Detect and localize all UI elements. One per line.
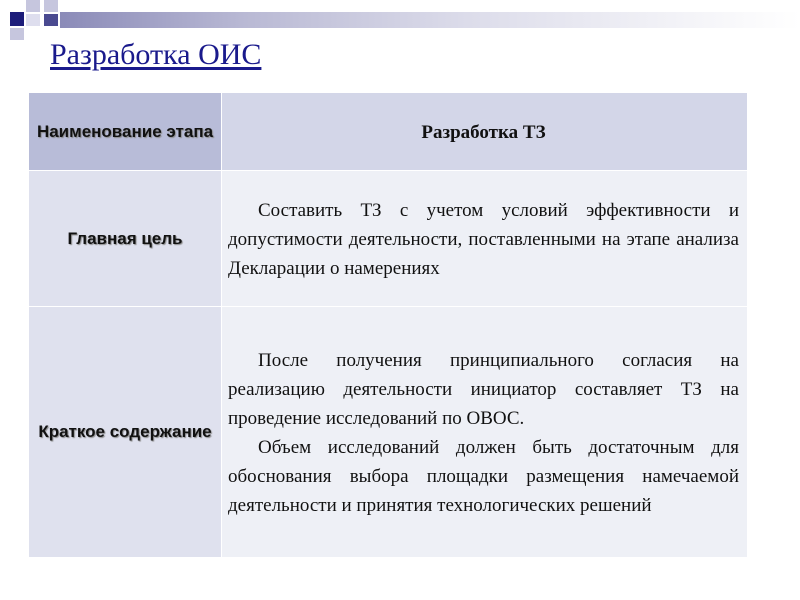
row-label-main-goal: Главная цель — [29, 171, 222, 307]
row-label-summary: Краткое содержание — [29, 307, 222, 558]
decorative-square — [44, 14, 58, 26]
paragraph: Объем исследований должен быть достаточным для обоснования выбора площадки размещения намечаемой деятельности и принятия технологических решений — [228, 436, 739, 516]
table-row — [29, 307, 748, 558]
decorative-square — [44, 0, 58, 12]
row-value-main-goal — [222, 171, 748, 307]
header-value-cell: Разработка ТЗ — [222, 93, 748, 171]
decorative-square — [26, 0, 40, 12]
table-row — [29, 171, 748, 307]
header-label-cell: Наименование этапа — [29, 93, 222, 171]
decorative-gradient-band — [60, 12, 800, 28]
table-header-row — [29, 93, 748, 171]
paragraph: После получения принципиального согласия на реализацию деятельности инициатор составляет ТЗ на проведение исследований по ОВОС. — [228, 349, 739, 429]
page-title: Разработка ОИС — [50, 38, 262, 71]
decorative-header-bar — [0, 0, 800, 28]
stage-table — [28, 92, 748, 558]
row-value-summary — [222, 307, 748, 558]
paragraph: Составить ТЗ с учетом условий эффективности и допустимости деятельности, поставленными на этапе анализа Декларации о намерениях — [228, 199, 739, 279]
decorative-square — [10, 28, 24, 40]
decorative-square — [26, 14, 40, 26]
decorative-square — [10, 12, 24, 26]
